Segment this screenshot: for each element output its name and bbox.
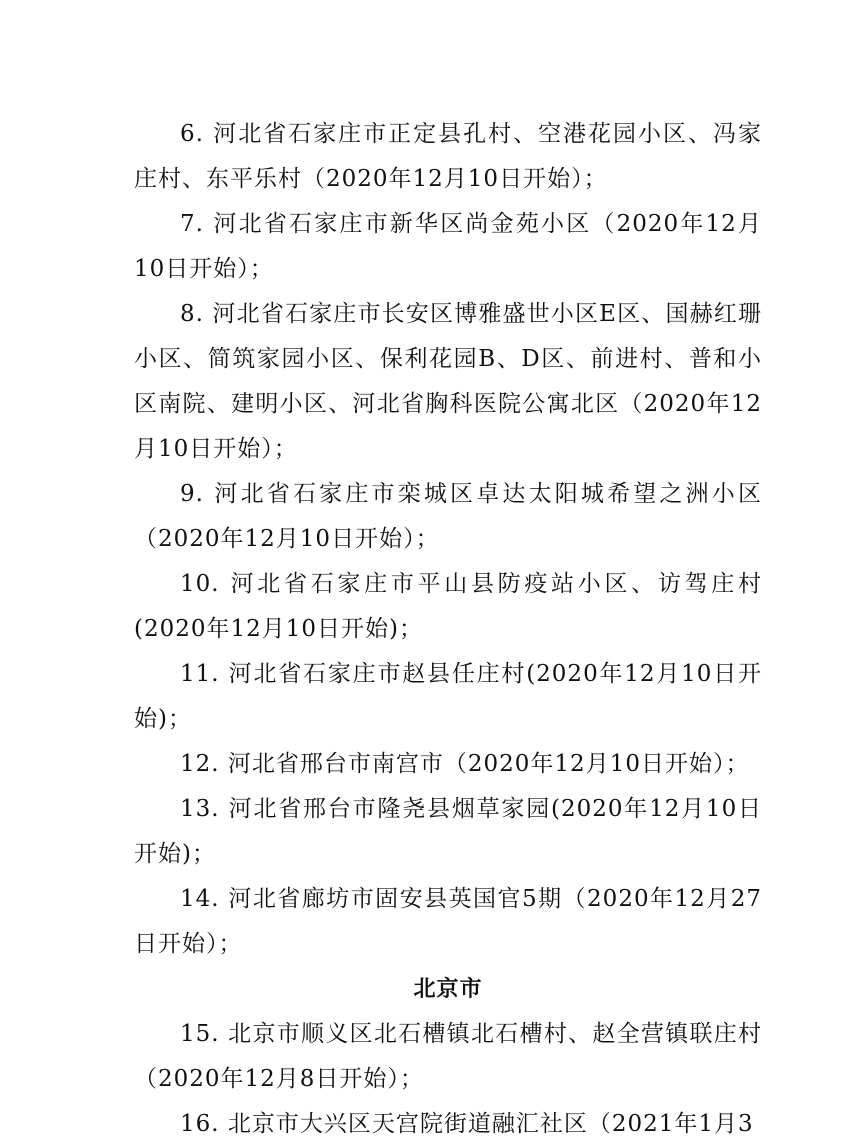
list-item: 15. 北京市顺义区北石槽镇北石槽村、赵全营镇联庄村（2020年12月8日开始）； [134,1021,762,1092]
document-body [134,112,762,1139]
list-item: 10. 河北省石家庄市平山县防疫站小区、访驾庄村(2020年12月10日开始)； [134,571,762,642]
list-item: 14. 河北省廊坊市固安县英国官5期（2020年12月27日开始）； [134,886,762,957]
list-item: 7. 河北省石家庄市新华区尚金苑小区（2020年12月10日开始）； [134,211,762,282]
list-item: 13. 河北省邢台市隆尧县烟草家园(2020年12月10日开始)； [134,796,762,867]
list-item: 11. 河北省石家庄市赵县任庄村(2020年12月10日开始)； [134,661,762,732]
list-item: 9. 河北省石家庄市栾城区卓达太阳城希望之洲小区（2020年12月10日开始）； [134,481,762,552]
list-item: 8. 河北省石家庄市长安区博雅盛世小区E区、国赫红珊小区、简筑家园小区、保利花园B、D区、前进村、普和小区南院、建明小区、河北省胸科医院公寓北区（2020年12月10日开始）； [134,301,762,462]
list-item: 12. 河北省邢台市南宫市（2020年12月10日开始）； [180,751,750,777]
list-item: 6. 河北省石家庄市正定县孔村、空港花园小区、冯家庄村、东平乐村（2020年12月10日开始）； [134,121,762,192]
list-item: 16. 北京市大兴区天宫院街道融汇社区（2021年1月3 [180,1111,754,1137]
section-heading: 北京市 [413,977,483,1002]
